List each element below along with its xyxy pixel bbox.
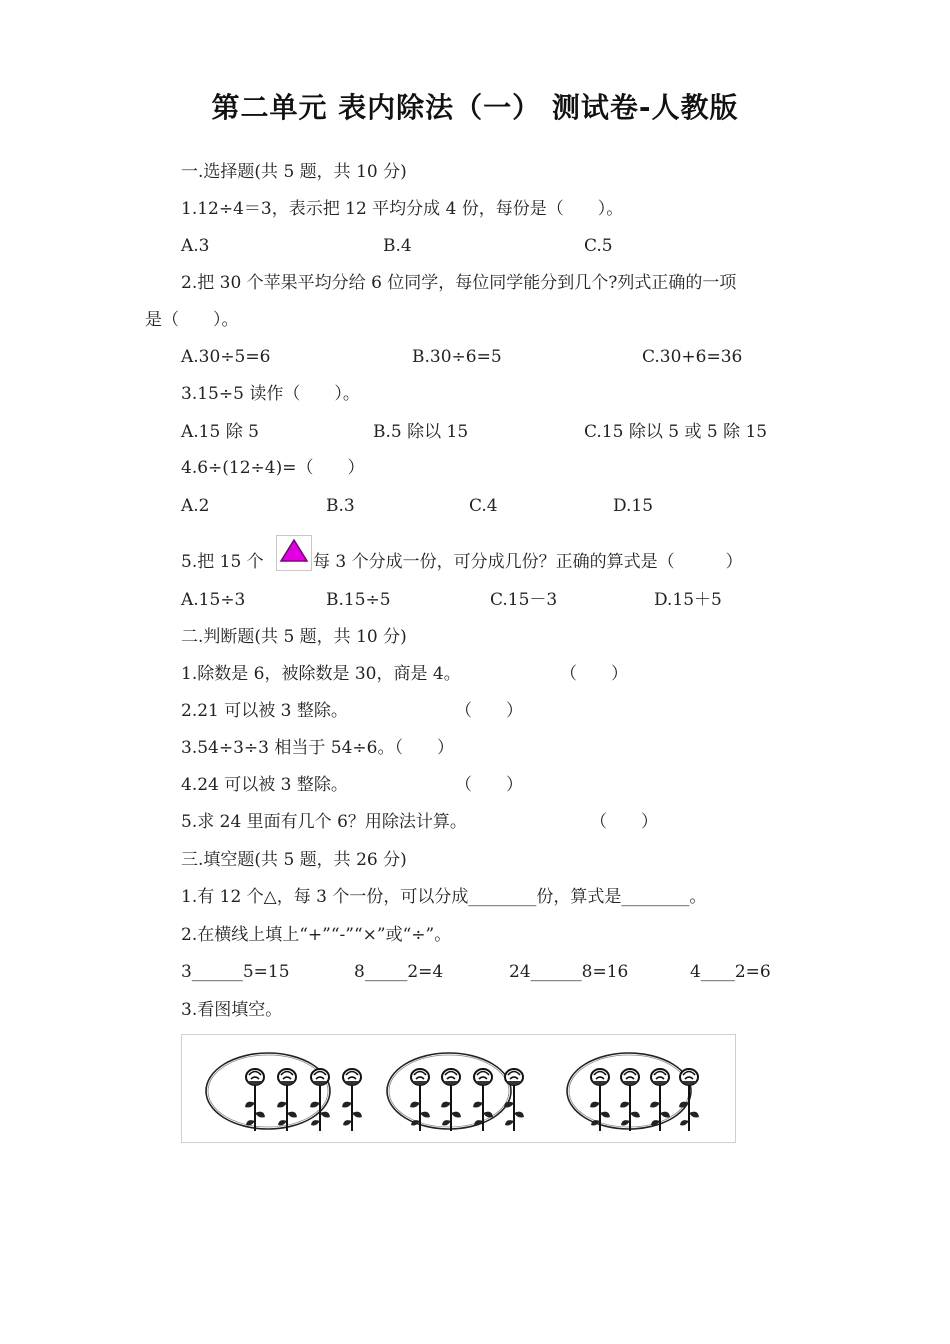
roses-illustration (182, 1035, 735, 1142)
option-b: B.30÷6=5 (412, 347, 502, 367)
option-c: C.15 除以 5 或 5 除 15 (584, 422, 768, 442)
answer-paren: （ ） (590, 812, 658, 832)
option-d: D.15＋5 (654, 590, 722, 610)
question-text: 1.有 12 个△，每 3 个一份，可以分成________份，算式是________。 (181, 887, 707, 907)
option-a: A.15 除 5 (181, 422, 259, 442)
option-b: B.4 (383, 236, 412, 256)
option-c: C.4 (469, 496, 498, 516)
option-d: D.15 (613, 496, 654, 516)
answer-paren: （ ） (455, 701, 523, 721)
question-text: 3.看图填空。 (181, 1000, 283, 1020)
question-text: 5.把 15 个 (181, 552, 264, 572)
fill-blank-item: 3______5=15 (181, 962, 290, 982)
option-b: B.15÷5 (326, 590, 391, 610)
section-heading: 三.填空题(共 5 题，共 26 分) (181, 850, 407, 870)
judgement-item: 5.求 24 里面有几个 6？用除法计算。 (181, 812, 467, 832)
judgement-item: 4.24 可以被 3 整除。 (181, 775, 348, 795)
triangle-image (276, 535, 312, 571)
question-text: 3.15÷5 读作（ ）。 (181, 384, 360, 404)
judgement-item: 3.54÷3÷3 相当于 54÷6。（ ） (181, 738, 454, 758)
answer-paren: （ ） (455, 775, 523, 795)
option-a: A.2 (181, 496, 210, 516)
fill-blank-item: 24______8=16 (509, 962, 629, 982)
question-text-continued: 是（ ）。 (145, 310, 239, 330)
option-a: A.30÷5=6 (181, 347, 271, 367)
question-text: 2.在横线上填上“+”“-”“×”或“÷”。 (181, 925, 452, 945)
fill-blank-item: 4____2=6 (690, 962, 771, 982)
roses-picture (181, 1034, 736, 1143)
question-text: 4.6÷(12÷4)=（ ） (181, 458, 365, 478)
option-b: B.5 除以 15 (373, 422, 469, 442)
option-c: C.15－3 (490, 590, 558, 610)
question-text-continued: 每 3 个分成一份，可分成几份？正确的算式是（ ） (313, 552, 743, 572)
option-c: C.5 (584, 236, 613, 256)
question-text: 2.把 30 个苹果平均分给 6 位同学，每位同学能分到几个?列式正确的一项 (181, 273, 737, 293)
judgement-item: 1.除数是 6，被除数是 30，商是 4。 (181, 664, 461, 684)
option-a: A.15÷3 (181, 590, 246, 610)
fill-blank-item: 8_____2=4 (354, 962, 444, 982)
option-a: A.3 (181, 236, 210, 256)
judgement-item: 2.21 可以被 3 整除。 (181, 701, 348, 721)
page-title: 第二单元 表内除法（一） 测试卷-人教版 (211, 91, 739, 124)
triangle-icon (277, 536, 311, 570)
section-heading: 二.判断题(共 5 题，共 10 分) (181, 627, 407, 647)
question-text: 1.12÷4＝3，表示把 12 平均分成 4 份，每份是（ ）。 (181, 199, 624, 219)
option-c: C.30+6=36 (642, 347, 743, 367)
section-heading: 一.选择题(共 5 题，共 10 分) (181, 162, 407, 182)
option-b: B.3 (326, 496, 355, 516)
answer-paren: （ ） (560, 664, 628, 684)
